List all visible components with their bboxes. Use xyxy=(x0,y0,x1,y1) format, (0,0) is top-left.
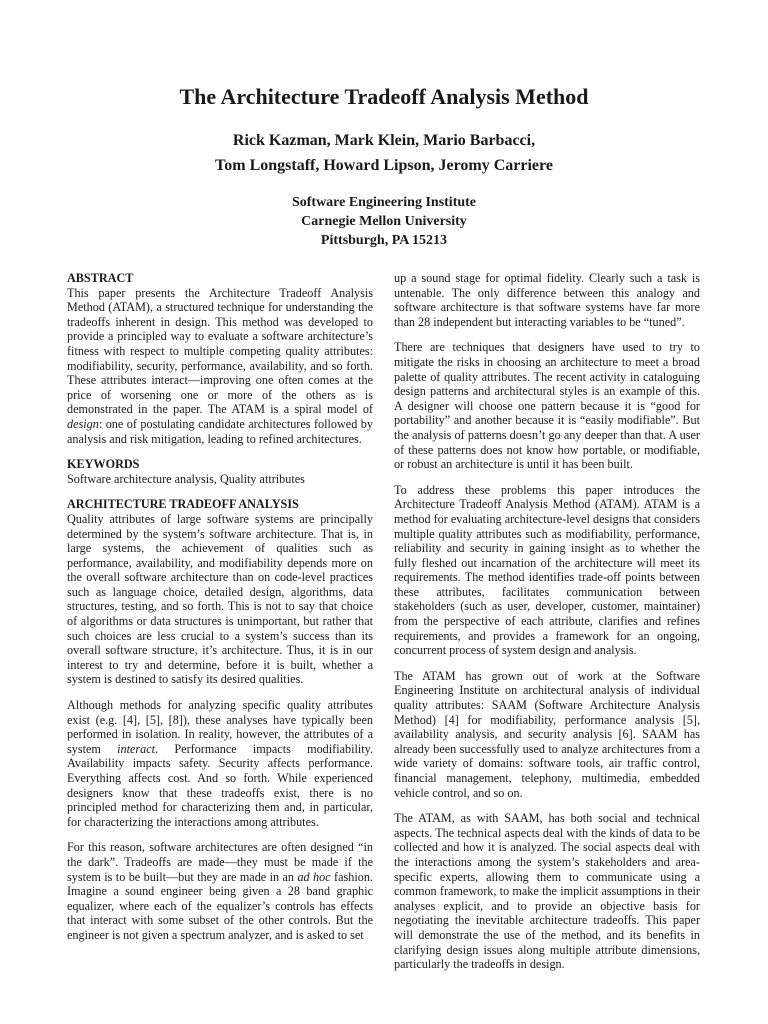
body-paragraph-8: The ATAM, as with SAAM, has both social and technical aspects. The technical aspects deal with the kinds of data to be collected and how it is analyzed. The social aspects deal with the interactions among the system’s stakeholders and area-specific experts, allowing them to communicate using a common framework, to make the implicit assumptions in their analyses explicit, and to provide an objective basis for negotiating the inevitable architecture tradeoffs. This paper will demonstrate the use of the method, and its benefits in clarifying design issues along multiple attribute dimensions, particularly the tradeoffs in design. xyxy=(394,811,700,972)
abstract-heading: ABSTRACT xyxy=(67,271,134,285)
abstract-paragraph: This paper presents the Architecture Tradeoff Analysis Method (ATAM), a structured technique for understanding the tradeoffs inherent in design. This method was developed to provide a principled way to evaluate a software architecture’s fitness with respect to multiple competing quality attributes: modifiability, security, performance, availability, and so forth. These attributes interact—improving one often comes at the price of worsening one or more of the others as is demonstrated in the paper. The ATAM is a spiral model of design: one of postulating candidate architectures followed by analysis and risk mitigation, leading to refined architectures. xyxy=(67,285,373,446)
affiliation-block xyxy=(0,193,768,250)
body-paragraph-2: Although methods for analyzing specific quality attributes exist (e.g. [4], [5], [8]), these analyses have typically been performed in isolation. In reality, however, the attributes of a system interact. Performance impacts modifiability. Availability impacts safety. Security affects performance. Everything affects cost. And so forth. While experienced designers know that these tradeoffs exist, there is no principled method for characterizing them and, in particular, for characterizing the interactions among attributes. xyxy=(67,698,374,829)
body-paragraph-7: The ATAM has grown out of work at the Software Engineering Institute on architectural analysis of individual quality attributes: SAAM (Software Architecture Analysis Method) [4] for modifiability, performance analysis [5], availability analysis, and security analysis [6]. SAAM has already been successfully used to analyze architectures from a wide variety of domains: software tools, air traffic control, financial management, telephony, multimedia, embedded vehicle control, and so on. xyxy=(394,668,700,800)
body-paragraph-1: Quality attributes of large software systems are principally determined by the system’s software architecture. That is, in large systems, the achievement of qualities such as performance, availability, and modifiability depends more on the overall software architecture than on code-level practices such as language choice, detailed design, algorithms, data structures, testing, and so forth. This is not to say that choice of algorithms or data structures is unimportant, but rather that such choices are less crucial to a system’s success than its overall software structure, it’s architecture. Thus, it is in our interest to try and determine, before it is built, whether a system is destined to satisfy its desired qualities. xyxy=(67,511,373,687)
body-paragraph-6: To address these problems this paper introduces the Architecture Tradeoff Analysis Method (ATAM). ATAM is a method for evaluating architecture-level designs that considers multiple quality attributes such as modifiability, performance, reliability and security in gaining insight as to whether the fully fleshed out incarnation of the architecture will meet its requirements. The method identifies trade-off points between these attributes, facilitates communication between stakeholders (such as user, developer, customer, maintainer) from the perspective of each attribute, clarifies and refines requirements, and provides a framework for an ongoing, concurrent process of system design and analysis. xyxy=(394,482,700,658)
section-heading: ARCHITECTURE TRADEOFF ANALYSIS xyxy=(67,497,299,512)
keywords-text: Software architecture analysis, Quality attributes xyxy=(67,471,305,486)
interact-emphasis: interact xyxy=(117,741,156,756)
affiliation-institute: Software Engineering Institute xyxy=(291,195,477,210)
author-list xyxy=(0,128,768,178)
body-paragraph-5: There are techniques that designers have used to try to mitigate the risks in choosing an architecture to meet a broad palette of quality attributes. The recent activity in cataloguing design patterns and architectural styles is an example of this. A designer will choose one pattern because it is “good for portability” and another because it is “easily modifiable”. But the analysis of patterns doesn’t go any deeper than that. A user of these patterns does not know how portable, or modifiable, or robust an architecture is until it has been built. xyxy=(394,340,700,472)
affiliation-address: Pittsburgh, PA 15213 xyxy=(320,233,448,248)
paper-title: The Architecture Tradeoff Analysis Method xyxy=(179,84,589,109)
keywords-heading: KEYWORDS xyxy=(67,457,140,472)
abstract-emphasis: design xyxy=(67,416,99,431)
left-column xyxy=(67,271,373,954)
body-paragraph-4: up a sound stage for optimal fidelity. Clearly such a task is untenable. The only difference between this analogy and software architecture is that software systems have far more than 28 independent but interacting variables to be “tuned”. xyxy=(394,271,700,329)
author-line-2: Tom Longstaff, Howard Lipson, Jeromy Carriere xyxy=(215,157,553,174)
affiliation-university: Carnegie Mellon University xyxy=(301,214,467,229)
body-paragraph-3: For this reason, software architectures are often designed “in the dark”. Tradeoffs are made—they must be made if the system is to be built—but they are made in an ad hoc fashion. Imagine a sound engineer being given a 28 band graphic equalizer, where each of the equalizer’s controls has effects that interact with some subset of the other controls. But the engineer is not given a spectrum analyzer, and is asked to set xyxy=(67,840,373,942)
author-line-1: Rick Kazman, Mark Klein, Mario Barbacci, xyxy=(232,132,536,149)
ad-hoc-emphasis: ad hoc xyxy=(297,869,331,884)
right-column xyxy=(394,271,700,983)
